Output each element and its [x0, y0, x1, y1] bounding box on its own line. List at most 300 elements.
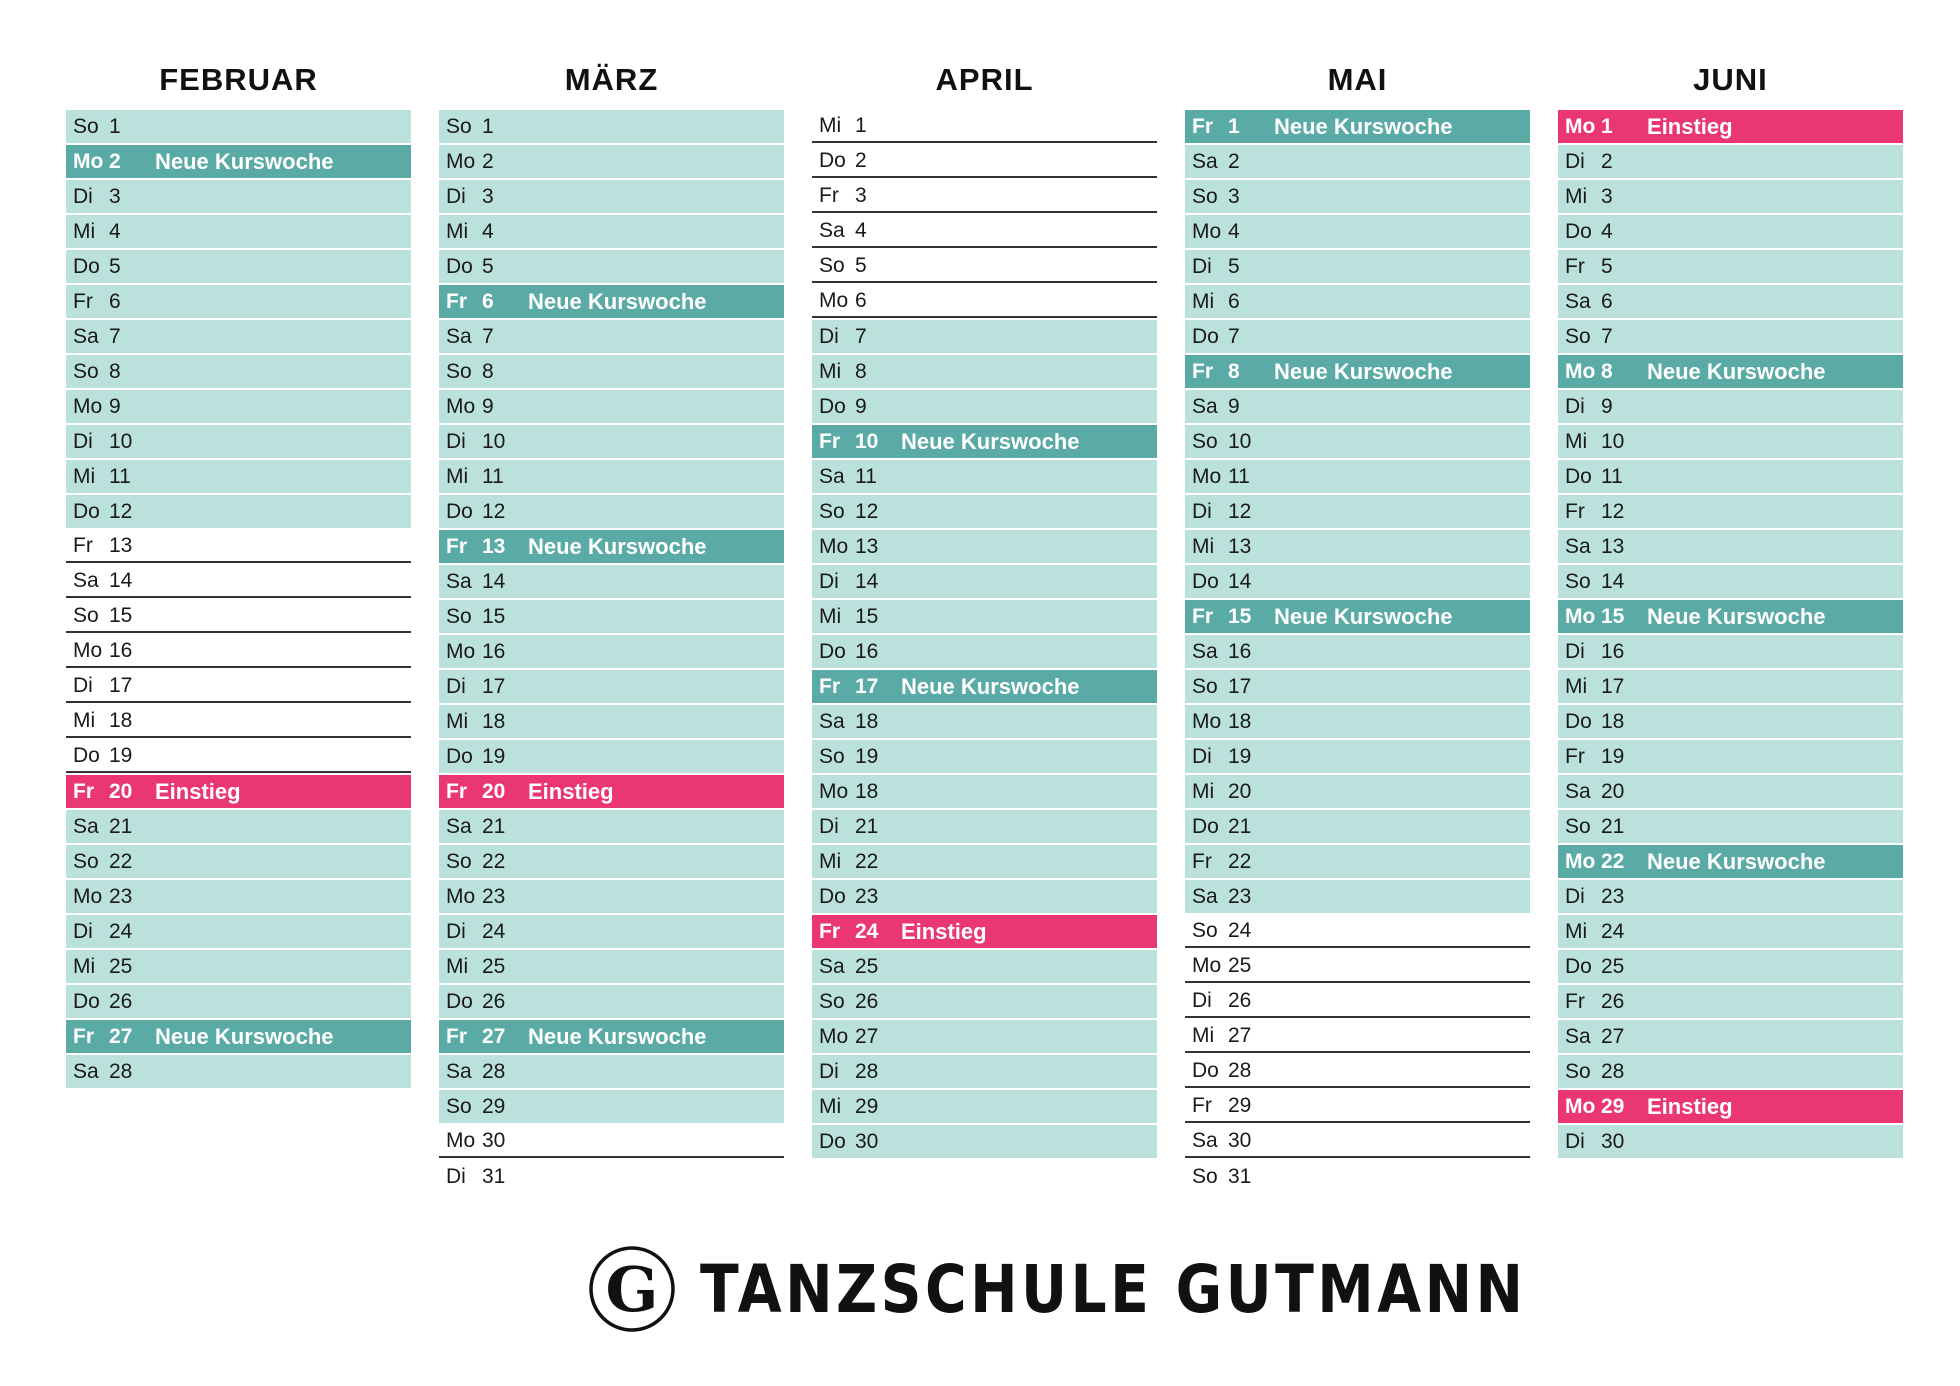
event-label: Neue Kurswoche: [528, 1023, 707, 1049]
day-number: 10: [855, 429, 879, 453]
day-row: [812, 810, 1157, 843]
weekday-label: Sa: [446, 569, 472, 593]
day-number: 1: [1228, 114, 1240, 138]
day-row: [439, 1160, 784, 1193]
day-number: 16: [482, 639, 506, 663]
day-number: 5: [855, 253, 867, 277]
day-row: [1558, 355, 1903, 388]
weekday-label: So: [1565, 1059, 1591, 1083]
weekday-label: Di: [1192, 499, 1212, 523]
weekday-label: Fr: [73, 533, 93, 557]
day-row: [439, 1020, 784, 1053]
weekday-label: Mi: [819, 604, 842, 628]
weekday-label: Di: [1565, 149, 1585, 173]
day-row: [1558, 600, 1903, 633]
day-number: 31: [482, 1164, 506, 1188]
day-number: 14: [109, 568, 133, 592]
weekday-label: Sa: [1565, 779, 1591, 803]
day-number: 23: [109, 884, 133, 908]
weekday-label: Sa: [446, 814, 472, 838]
day-number: 7: [109, 324, 121, 348]
day-number: 20: [1601, 779, 1625, 803]
weekday-label: Sa: [1192, 394, 1218, 418]
day-number: 8: [1601, 359, 1613, 383]
day-number: 2: [109, 149, 121, 173]
day-number: 18: [855, 709, 879, 733]
day-row: [1185, 565, 1530, 598]
weekday-label: Sa: [1565, 1024, 1591, 1048]
day-number: 1: [855, 113, 867, 137]
day-row: [1558, 460, 1903, 493]
day-row: [812, 705, 1157, 738]
day-number: 28: [482, 1059, 506, 1083]
weekday-label: Do: [1192, 1058, 1219, 1082]
day-row: [66, 1055, 411, 1088]
logo-letter: G: [605, 1253, 659, 1326]
weekday-label: Mo: [1565, 114, 1596, 138]
day-number: 23: [1228, 884, 1252, 908]
day-row: [812, 565, 1157, 598]
weekday-label: Fr: [446, 289, 467, 313]
day-number: 17: [1228, 674, 1252, 698]
day-number: 2: [855, 148, 867, 172]
weekday-label: Mo: [446, 394, 476, 418]
weekday-label: Sa: [819, 464, 845, 488]
weekday-label: Sa: [1565, 289, 1591, 313]
weekday-label: So: [446, 114, 472, 138]
day-number: 22: [1228, 849, 1252, 873]
weekday-label: Do: [73, 743, 100, 767]
day-number: 3: [482, 184, 494, 208]
weekday-label: Do: [1192, 814, 1219, 838]
day-number: 14: [1601, 569, 1625, 593]
weekday-label: Mo: [73, 638, 103, 662]
day-number: 22: [1601, 849, 1625, 873]
weekday-label: Fr: [73, 1024, 94, 1048]
weekday-label: Mi: [1565, 184, 1588, 208]
day-row: [812, 110, 1157, 143]
day-number: 18: [1228, 709, 1252, 733]
day-row: [812, 425, 1157, 458]
weekday-label: Fr: [446, 534, 467, 558]
day-row: [66, 985, 411, 1018]
weekday-label: So: [446, 359, 472, 383]
day-number: 11: [1601, 464, 1623, 488]
day-row: [1185, 320, 1530, 353]
day-row: [1185, 1090, 1530, 1123]
day-number: 29: [1228, 1093, 1252, 1117]
day-number: 24: [482, 919, 506, 943]
month-column-mai: [1185, 60, 1530, 1195]
weekday-label: Do: [819, 639, 846, 663]
weekday-label: So: [819, 989, 845, 1013]
weekday-label: Di: [446, 1164, 466, 1188]
month-title: JUNI: [1693, 62, 1768, 97]
weekday-label: Fr: [819, 919, 840, 943]
day-number: 2: [1228, 149, 1240, 173]
day-number: 27: [1601, 1024, 1625, 1048]
day-row: [1185, 705, 1530, 738]
weekday-label: Do: [73, 989, 100, 1013]
day-number: 31: [1228, 1164, 1252, 1188]
weekday-label: So: [73, 849, 99, 873]
weekday-label: So: [1565, 569, 1591, 593]
day-number: 8: [109, 359, 121, 383]
weekday-label: Mo: [1565, 849, 1596, 873]
day-number: 5: [1601, 254, 1613, 278]
day-number: 22: [109, 849, 133, 873]
day-row: [439, 285, 784, 318]
event-label: Einstieg: [155, 778, 241, 804]
weekday-label: Mi: [73, 708, 96, 732]
weekday-label: Mi: [1192, 1023, 1215, 1047]
weekday-label: Do: [446, 989, 473, 1013]
event-label: Neue Kurswoche: [1647, 358, 1826, 384]
day-row: [1558, 775, 1903, 808]
event-label: Neue Kurswoche: [1647, 848, 1826, 874]
weekday-label: So: [446, 849, 472, 873]
day-row: [1185, 950, 1530, 983]
day-number: 20: [109, 779, 133, 803]
day-row: [439, 1090, 784, 1123]
weekday-label: Sa: [73, 814, 99, 838]
day-row: [439, 740, 784, 773]
day-row: [812, 1125, 1157, 1158]
day-row: [812, 530, 1157, 563]
weekday-label: Do: [446, 744, 473, 768]
day-number: 17: [109, 673, 133, 697]
day-row: [1185, 145, 1530, 178]
day-number: 25: [1601, 954, 1625, 978]
weekday-label: So: [819, 744, 845, 768]
day-row: [812, 950, 1157, 983]
weekday-label: So: [819, 499, 845, 523]
weekday-label: Mi: [446, 219, 469, 243]
day-number: 2: [1601, 149, 1613, 173]
day-row: [439, 250, 784, 283]
day-number: 27: [855, 1024, 879, 1048]
day-row: [812, 1020, 1157, 1053]
day-number: 28: [109, 1059, 133, 1083]
day-number: 19: [855, 744, 879, 768]
day-row: [1185, 530, 1530, 563]
event-label: Neue Kurswoche: [1274, 113, 1453, 139]
day-row: [812, 250, 1157, 283]
weekday-label: Sa: [73, 1059, 99, 1083]
day-number: 18: [855, 779, 879, 803]
weekday-label: Do: [73, 254, 100, 278]
day-row: [66, 845, 411, 878]
weekday-label: Di: [446, 919, 466, 943]
day-row: [1558, 1125, 1903, 1158]
day-row: [66, 460, 411, 493]
day-number: 5: [482, 254, 494, 278]
day-number: 25: [855, 954, 879, 978]
weekday-label: Di: [1192, 744, 1212, 768]
day-number: 25: [109, 954, 133, 978]
day-row: [439, 565, 784, 598]
day-row: [812, 355, 1157, 388]
weekday-label: Do: [446, 254, 473, 278]
weekday-label: Mi: [819, 359, 842, 383]
weekday-label: Do: [1565, 709, 1592, 733]
day-row: [1558, 250, 1903, 283]
month-column-februar: [66, 60, 411, 1195]
weekday-label: Mi: [1192, 289, 1215, 313]
day-number: 8: [482, 359, 494, 383]
weekday-label: Fr: [1565, 744, 1585, 768]
weekday-label: So: [1192, 918, 1218, 942]
weekday-label: Fr: [446, 779, 467, 803]
day-number: 20: [1228, 779, 1252, 803]
weekday-label: So: [1192, 674, 1218, 698]
day-row: [1185, 740, 1530, 773]
day-row: [1558, 985, 1903, 1018]
weekday-label: Di: [73, 919, 93, 943]
weekday-label: Di: [73, 429, 93, 453]
day-row: [812, 600, 1157, 633]
day-number: 7: [1228, 324, 1240, 348]
day-row: [812, 320, 1157, 353]
day-number: 6: [1228, 289, 1240, 313]
day-number: 14: [482, 569, 506, 593]
weekday-label: Mi: [73, 464, 96, 488]
month-column-juni: [1558, 60, 1903, 1195]
weekday-label: Do: [819, 884, 846, 908]
day-row: [1558, 1020, 1903, 1053]
day-number: 30: [482, 1128, 506, 1152]
day-row: [439, 915, 784, 948]
day-row: [812, 495, 1157, 528]
day-row: [66, 250, 411, 283]
day-row: [812, 845, 1157, 878]
day-number: 21: [855, 814, 879, 838]
day-row: [439, 530, 784, 563]
day-number: 6: [855, 288, 867, 312]
day-number: 12: [855, 499, 879, 523]
day-number: 16: [109, 638, 133, 662]
day-row: [66, 565, 411, 598]
weekday-label: Di: [1192, 254, 1212, 278]
day-row: [1185, 915, 1530, 948]
day-row: [439, 635, 784, 668]
day-number: 19: [109, 743, 133, 767]
weekday-label: Mo: [1565, 1094, 1596, 1118]
day-row: [1558, 635, 1903, 668]
weekday-label: Sa: [1565, 534, 1591, 558]
day-row: [439, 320, 784, 353]
weekday-label: Fr: [1565, 989, 1585, 1013]
weekday-label: Mi: [446, 464, 469, 488]
weekday-label: Di: [1565, 884, 1585, 908]
day-row: [1185, 880, 1530, 913]
weekday-label: Mi: [1192, 779, 1215, 803]
event-label: Neue Kurswoche: [1274, 603, 1453, 629]
weekday-label: Mi: [1192, 534, 1215, 558]
event-label: Neue Kurswoche: [901, 428, 1080, 454]
day-number: 9: [855, 394, 867, 418]
day-number: 28: [855, 1059, 879, 1083]
event-label: Einstieg: [1647, 113, 1733, 139]
day-row: [1185, 810, 1530, 843]
day-row: [1185, 460, 1530, 493]
day-row: [439, 600, 784, 633]
day-row: [66, 635, 411, 668]
day-number: 30: [855, 1129, 879, 1153]
day-row: [812, 740, 1157, 773]
weekday-label: Mo: [819, 1024, 849, 1048]
day-row: [1185, 1055, 1530, 1088]
day-number: 13: [1228, 534, 1252, 558]
day-number: 5: [109, 254, 121, 278]
day-number: 12: [109, 499, 133, 523]
day-number: 22: [482, 849, 506, 873]
day-row: [1185, 775, 1530, 808]
day-row: [1558, 810, 1903, 843]
logo-text: TANZSCHULE GUTMANN: [700, 1250, 1527, 1328]
weekday-label: Do: [73, 499, 100, 523]
day-number: 23: [855, 884, 879, 908]
weekday-label: Do: [1192, 569, 1219, 593]
day-number: 9: [1601, 394, 1613, 418]
weekday-label: Do: [1565, 954, 1592, 978]
month-column-märz: [439, 60, 784, 1195]
day-number: 9: [109, 394, 121, 418]
day-row: [66, 145, 411, 178]
day-number: 27: [482, 1024, 506, 1048]
day-number: 19: [1228, 744, 1252, 768]
month-title: MÄRZ: [564, 62, 659, 97]
weekday-label: Fr: [1565, 254, 1585, 278]
day-row: [812, 985, 1157, 1018]
day-number: 6: [482, 289, 494, 313]
weekday-label: Fr: [819, 674, 840, 698]
day-row: [1185, 635, 1530, 668]
event-label: Neue Kurswoche: [901, 673, 1080, 699]
day-row: [439, 390, 784, 423]
weekday-label: So: [446, 1094, 472, 1118]
day-row: [66, 880, 411, 913]
weekday-label: Di: [1565, 394, 1585, 418]
day-row: [812, 180, 1157, 213]
day-row: [1558, 285, 1903, 318]
day-number: 21: [482, 814, 506, 838]
day-row: [1558, 950, 1903, 983]
day-number: 24: [109, 919, 133, 943]
weekday-label: Fr: [73, 779, 94, 803]
weekday-label: So: [1565, 814, 1591, 838]
day-number: 17: [482, 674, 506, 698]
day-row: [812, 390, 1157, 423]
day-row: [1558, 425, 1903, 458]
day-row: [66, 915, 411, 948]
day-number: 13: [109, 533, 133, 557]
weekday-label: Do: [446, 499, 473, 523]
day-row: [1558, 145, 1903, 178]
day-number: 5: [1228, 254, 1240, 278]
day-row: [812, 460, 1157, 493]
day-number: 21: [109, 814, 133, 838]
day-number: 25: [482, 954, 506, 978]
day-number: 12: [1228, 499, 1252, 523]
day-row: [66, 110, 411, 143]
day-row: [439, 880, 784, 913]
event-label: Neue Kurswoche: [528, 288, 707, 314]
day-number: 10: [1601, 429, 1625, 453]
day-row: [66, 740, 411, 773]
day-row: [439, 355, 784, 388]
day-number: 1: [1601, 114, 1613, 138]
weekday-label: Mo: [1192, 219, 1222, 243]
day-row: [812, 1055, 1157, 1088]
weekday-label: Mo: [1192, 464, 1222, 488]
weekday-label: Mo: [819, 779, 849, 803]
day-row: [1558, 530, 1903, 563]
day-number: 27: [1228, 1023, 1252, 1047]
day-row: [1558, 180, 1903, 213]
day-number: 8: [855, 359, 867, 383]
day-number: 18: [482, 709, 506, 733]
day-row: [66, 390, 411, 423]
day-number: 26: [855, 989, 879, 1013]
day-row: [1558, 215, 1903, 248]
day-row: [66, 705, 411, 738]
weekday-label: Fr: [1192, 604, 1213, 628]
day-number: 23: [482, 884, 506, 908]
month-title: APRIL: [935, 62, 1034, 97]
day-number: 6: [1601, 289, 1613, 313]
weekday-label: Do: [819, 148, 846, 172]
event-label: Neue Kurswoche: [528, 533, 707, 559]
month-column-april: [812, 60, 1157, 1195]
day-number: 3: [1601, 184, 1613, 208]
day-number: 10: [109, 429, 133, 453]
day-row: [66, 215, 411, 248]
weekday-label: Di: [446, 674, 466, 698]
day-row: [439, 495, 784, 528]
day-number: 24: [1601, 919, 1625, 943]
weekday-label: Mo: [73, 149, 104, 173]
day-row: [439, 670, 784, 703]
day-number: 24: [1228, 918, 1252, 942]
day-row: [439, 215, 784, 248]
day-number: 4: [855, 218, 867, 242]
day-number: 28: [1601, 1059, 1625, 1083]
day-number: 16: [1228, 639, 1252, 663]
day-row: [1185, 390, 1530, 423]
weekday-label: So: [1192, 1164, 1218, 1188]
day-row: [1558, 320, 1903, 353]
day-row: [439, 775, 784, 808]
weekday-label: Di: [819, 814, 839, 838]
day-row: [1558, 390, 1903, 423]
day-number: 11: [482, 464, 504, 488]
weekday-label: Sa: [819, 218, 845, 242]
weekday-label: Di: [73, 184, 93, 208]
weekday-label: Di: [446, 184, 466, 208]
day-row: [66, 530, 411, 563]
weekday-label: Mi: [446, 954, 469, 978]
weekday-label: Sa: [1192, 149, 1218, 173]
day-number: 12: [1601, 499, 1625, 523]
day-number: 8: [1228, 359, 1240, 383]
weekday-label: Mi: [819, 849, 842, 873]
day-row: [1185, 425, 1530, 458]
weekday-label: Di: [73, 673, 93, 697]
day-number: 15: [855, 604, 879, 628]
event-label: Neue Kurswoche: [1274, 358, 1453, 384]
day-row: [439, 810, 784, 843]
